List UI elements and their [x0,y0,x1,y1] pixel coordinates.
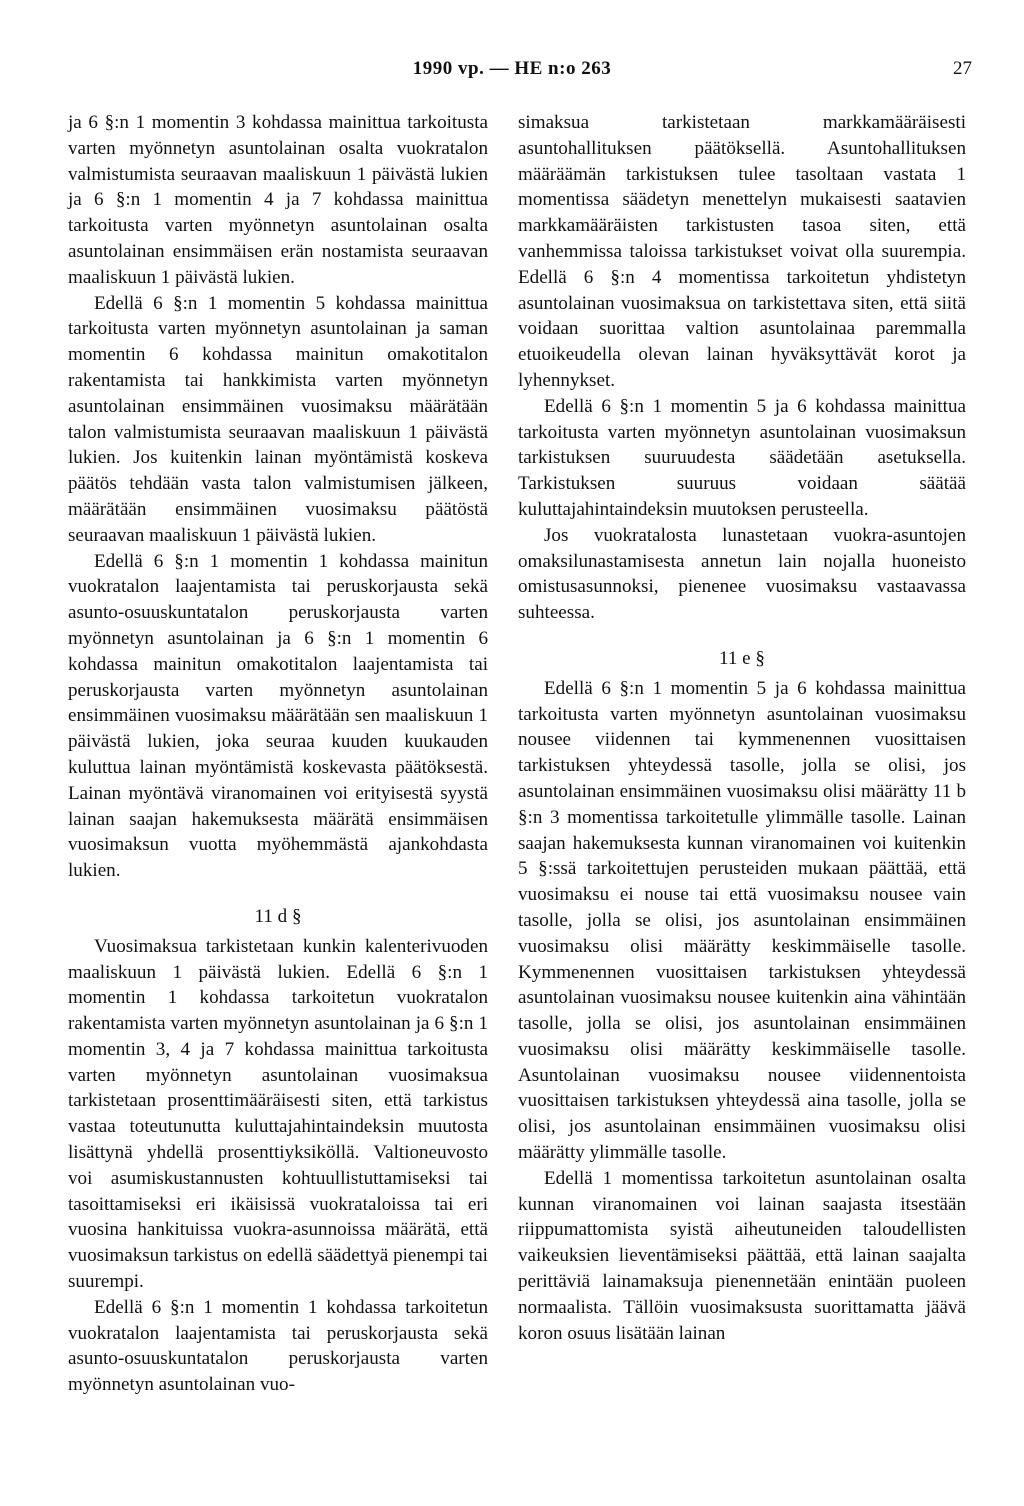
section-heading-11e: 11 e § [719,647,765,669]
paragraph: Jos vuokratalosta lunastetaan vuokra-asuntojen omaksilunastamisesta annetun lain nojalla huoneisto omistusasunnoksi, pienenee vuosimaksu vastaavassa suhteessa. [518,524,966,624]
paragraph: Edellä 6 §:n 1 momentin 1 kohdassa tarkoitetun vuokratalon laajentamista tai peruskorjausta sekä asunto-osuuskuntatalon peruskorjausta varten myönnetyn asuntolainan vuo- [68,1296,488,1396]
page-header [0,58,1024,88]
section-heading-11d: 11 d § [254,905,302,927]
right-column [518,110,966,1346]
left-column [68,110,488,1398]
paragraph: simaksua tarkistetaan markkamääräisesti asuntohallituksen päätöksellä. Asuntohallituksen määräämän tarkistuksen tulee tasoltaan vastata 1 momentissa säädetyn menettelyn mukaisesti saatavien markkamääräisten tarkistusten tasoa siten, että vanhemmissa taloissa tarkistukset voivat olla suurempia. Edellä 6 §:n 4 momentissa tarkoitetun yhdistetyn asuntolainan vuosimaksua on tarkistettava siten, että siitä voidaan suorittaa valtion asuntolainaa paremmalla etuoikeudella olevan lainan hyväksyttävät korot ja lyhennykset. [518,112,966,391]
page-number: 27 [953,58,972,79]
paragraph: Vuosimaksua tarkistetaan kunkin kalenterivuoden maaliskuun 1 päivästä lukien. Edellä 6 §:n 1 momentin 1 kohdassa tarkoitetun vuokratalon rakentamista varten myönnetyn asuntolainan ja 6 §:n 1 momentin 3, 4 ja 7 kohdassa mainittua tarkoitusta varten myönnetyn asuntolainan vuosimaksua tarkistetaan prosenttimääräisesti siten, että tarkistus vastaa toteutunutta kuluttajahintaindeksin muutosta lisättynä yhdellä prosenttiyksiköllä. Valtioneuvosto voi asumiskustannusten kohtuullistuttamiseksi tai tasoittamiseksi eri ikäisissä vuokrataloissa tai eri vuosina hankituissa vuokra-asunnoissa määrätä, että vuosimaksun tarkistus on edellä säädettyä pienempi tai suurempi. [68,935,488,1293]
paragraph: Edellä 6 §:n 1 momentin 5 ja 6 kohdassa mainittua tarkoitusta varten myönnetyn asuntolainan vuosimaksu nousee viidennen tai kymmenennen vuosittaisen tarkistuksen yhteydessä tasolle, jolla se olisi, jos asuntolainan ensimmäinen vuosimaksu olisi määrätty 11 b §:n 3 momentissa tarkoitetulle ylimmälle tasolle. Lainan saajan hakemuksesta kunnan viranomainen voi kuitenkin 5 §:ssä tarkoitettujen perusteiden mukaan päättää, että vuosimaksu ei nouse tai että vuosimaksu nousee vain tasolle, jolla se olisi, jos asuntolainan ensimmäinen vuosimaksu olisi määrätty keskimmäiselle tasolle. Kymmenennen vuosittaisen tarkistuksen yhteydessä asuntolainan vuosimaksu nousee kuitenkin aina vähintään tasolle, jolla se olisi, jos asuntolainan ensimmäinen vuosimaksu olisi määrätty keskimmäiselle tasolle. Asuntolainan vuosimaksu nousee viidennentoista vuosittaisen tarkistuksen yhteydessä aina tasolle, jolla se olisi, jos asuntolainan ensimmäinen vuosimaksu olisi määrätty ylimmälle tasolle. [518,677,966,1164]
running-title: 1990 vp. — HE n:o 263 [412,58,612,79]
paragraph: Edellä 6 §:n 1 momentin 1 kohdassa mainitun vuokratalon laajentamista tai peruskorjausta sekä asunto-osuuskuntatalon peruskorjausta varten myönnetyn asuntolainan ja 6 §:n 1 momentin 6 kohdassa mainitun omakotitalon laajentamista tai peruskorjausta varten myönnetyn asuntolainan ensimmäinen vuosimaksu määrätään sen maaliskuun 1 päivästä lukien, joka seuraa kuuden kuukauden kuluttua lainan myöntämistä koskevasta päätöksestä. Lainan myöntävä viranomainen voi erityisestä syystä lainan saajan hakemuksesta määrätä ensimmäisen vuosimaksun vuotta myöhemmästä ajankohdasta lukien. [68,550,488,882]
paragraph: Edellä 6 §:n 1 momentin 5 ja 6 kohdassa mainittua tarkoitusta varten myönnetyn asuntolainan vuosimaksun tarkistuksen suuruudesta säädetään asetuksella. Tarkistuksen suuruus voidaan säätää kuluttajahintaindeksin muutoksen perusteella. [518,395,966,520]
paragraph: Edellä 1 momentissa tarkoitetun asuntolainan osalta kunnan viranomainen voi lainan saajasta itsestään riippumattomista syistä aiheutuneiden taloudellisten vaikeuksien lieventämiseksi päättää, että lainan saajalta perittäviä lainamaksuja pienennetään enintään puoleen normaalista. Tällöin vuosimaksusta suorittamatta jäävä koron osuus lisätään lainan [518,1167,966,1344]
paragraph: ja 6 §:n 1 momentin 3 kohdassa mainittua tarkoitusta varten myönnetyn asuntolainan osalta vuokratalon valmistumista seuraavan maaliskuun 1 päivästä lukien ja 6 §:n 1 momentin 4 ja 7 kohdassa mainittua tarkoitusta varten myönnetyn asuntolainan osalta asuntolainan ensimmäisen erän nostamista seuraavan maaliskuun 1 päivästä lukien. [68,112,488,288]
paragraph: Edellä 6 §:n 1 momentin 5 kohdassa mainittua tarkoitusta varten myönnetyn asuntolainan ja saman momentin 6 kohdassa mainitun omakotitalon rakentamista tai hankkimista varten myönnetyn asuntolainan ensimmäinen vuosimaksu määrätään talon valmistumista seuraavan maaliskuun 1 päivästä lukien. Jos kuitenkin lainan myöntämistä koskeva päätös tehdään vasta talon valmistumisen jälkeen, määrätään ensimmäinen vuosimaksu päätöstä seuraavan maaliskuun 1 päivästä lukien. [68,292,488,546]
